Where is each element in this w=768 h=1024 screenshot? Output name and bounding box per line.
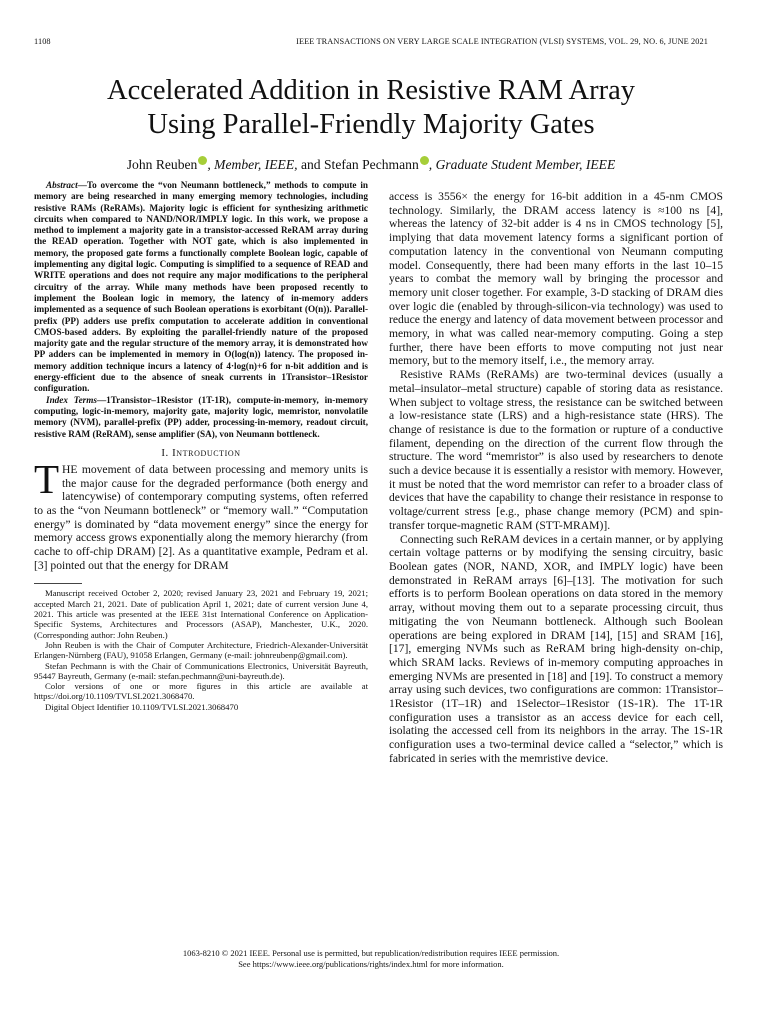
left-column: [34, 180, 368, 940]
index-terms-text: —1Transistor–1Resistor (1T-1R), compute-in-memory, in-memory computing, logic-in-memory, majority gate, majority logic, memristor, nonvolatile memory (NVM), parallel-prefix (PP) adder, processing-in-memory, readout circuit, resistive RAM (ReRAM), sense amplifier (SA), von Neumann bottleneck.: [34, 394, 368, 439]
paper-title: [34, 74, 708, 142]
body-paragraph: Connecting such ReRAM devices in a certain manner, or by applying certain voltage patterns or by modifying the sensing circuitry, basic Boolean gates (NOR, NAND, XOR, and IMPLY logic) have been demonstrated in ReRAM arrays [6]–[13]. The motivation for such efforts is to perform Boolean operations on data stored in the memory array, without moving them out to a separate processing circuit, thus mitigating the von Neumann bottleneck. Although such Boolean operations are being explored in DRAM [14], [15] and SRAM [16], [17], emerging NVMs such as ReRAM bring high-density on-chip, which SRAM lacks. Reviews of in-memory computing approaches in emerging NVMs are presented in [18] and [19]. To construct a memory array using such devices, two configurations are common: 1Transistor–1Resistor (1T–1R) and 1Selector–1Resistor (1S-1R). The 1T-1R configuration uses a transistor as an access device for each cell, isolating the accessed cell from its neighbors in the array. The 1S-1R configuration uses a two-terminal device called a “selector,” which is fabricated in series with the memristive device.: [389, 532, 723, 765]
abstract-text: —To overcome the “von Neumann bottleneck,” methods to compute in memory are being researched in many emerging memory technologies, including resistive RAMs (ReRAMs). Majority logic is efficient for synthesizing arithmetic circuits when compared to NAND/NOR/IMPLY logic. In this work, we propose a method to implement a majority gate in a transistor-accessed ReRAM array during the READ operation. Together with NOT gate, which is also implemented in memory, the proposed gate forms a functionally complete Boolean logic, capable of implementing any digital logic. Computing is simplified to a sequence of READ and WRITE operations and does not require any major modifications to the peripheral circuitry of the array. While many methods have been proposed recently to implement the Boolean logic in memory, the latency of in-memory adders implemented as a sequence of such Boolean operations is exorbitant (O(n)). Parallel-prefix (PP) adders use prefix computation to accelerate addition in conventional CMOS-based adders. By exploiting the parallel-friendly nature of the proposed majority gate and the regular structure of the memory array, it is demonstrated how PP adders can be implemented in memory in O(log(n)) latency. The proposed in-memory addition technique incurs a latency of 4·log(n)+6 for n-bit addition and is energy-efficient due to the absence of sneak currents in 1Transistor–1Resistor configuration.: [34, 180, 368, 394]
section-heading: I. Introduction: [161, 446, 241, 459]
running-header: [34, 37, 708, 47]
footnote-author-2: Stefan Pechmann is with the Chair of Communications Electronics, Universität Bayreuth, 95447 Bayreuth, Germany (e-mail: stefan.pechmann@uni-bayreuth.de).: [34, 660, 368, 681]
footnote-doi: Digital Object Identifier 10.1109/TVLSI.2021.3068470: [45, 701, 239, 712]
intro-paragraph: [34, 455, 368, 573]
copyright-footer: [34, 948, 708, 969]
orcid-icon[interactable]: [198, 156, 207, 165]
page-number: 1108: [34, 37, 51, 46]
author-name: Stefan Pechmann: [324, 157, 419, 172]
journal-name: IEEE TRANSACTIONS ON VERY LARGE SCALE INTEGRATION (VLSI) SYSTEMS, VOL. 29, NO. 6, JUNE 2021: [296, 37, 708, 46]
drop-cap: T: [34, 455, 60, 502]
title-line-2: Using Parallel-Friendly Majority Gates: [147, 109, 595, 140]
body-paragraph: access is 3556× the energy for 16-bit addition in a 45-nm CMOS technology. Similarly, the DRAM access latency is ≈100 ns [4], whereas the latency of 32-bit adder is 4 ns in CMOS technology [5], implying that data movement latency forms a significant portion of computation latency in the conventional von Neumann computing model. Consequently, there had been many efforts in the last 10–15 years to combat the memory wall by bringing the processor and memory unit closer together. For example, 3-D stacking of DRAM dies over logic die (enabled by through-silicon-via technology) was used to reduce the energy and latency of data movement between processor and memory, in what was called near-memory computing. Going a step further, there have been efforts to move computing not just near memory, but to the memory itself, i.e., the memory array.: [389, 190, 723, 368]
footnote-color: Color versions of one or more figures in this article are available at https://doi.org/10.1109/TVLSI.2021.3068470.: [34, 681, 368, 702]
title-line-1: Accelerated Addition in Resistive RAM Array: [107, 75, 635, 106]
footnote-divider: [34, 583, 82, 584]
author-list: [34, 156, 708, 174]
copyright-line: 1063-8210 © 2021 IEEE. Personal use is permitted, but republication/redistribution requires IEEE permission.: [182, 948, 560, 958]
lead-caps: HE: [62, 462, 78, 476]
body-paragraph: Resistive RAMs (ReRAMs) are two-terminal devices (usually a metal–insulator–metal structure) capable of storing data as resistance. When subject to voltage stress, the resistance can be switched between a low-resistance state (LRS) and a high-resistance state (HRS). The change of resistance is due to the formation or rupture of a conductive filament, depending on the direction of the current flow through the structure. The word “memristor” is also used by researchers to denote such a device because it is essentially a resistor with memory. However, it must be noted that the word memristor can refer to a broader class of devices that have the capability to change their resistance in response to voltage/current stress [e.g., phase change memory (PCM) and spin-transfer torque-magnetic RAM (STT-MRAM)].: [389, 368, 723, 532]
author-role: , Member, IEEE,: [207, 157, 298, 172]
author-name: John Reuben: [126, 157, 198, 172]
abstract: [34, 180, 368, 395]
rights-link[interactable]: See https://www.ieee.org/publications/rights/index.html for more information.: [238, 958, 504, 969]
index-terms-label: Index Terms: [46, 394, 97, 405]
index-terms: [34, 395, 368, 440]
right-column: [389, 190, 723, 950]
abstract-label: Abstract: [46, 180, 78, 190]
footnote-author-1: John Reuben is with the Chair of Computer Architecture, Friedrich-Alexander-Universität Erlangen-Nürnberg (FAU), 91058 Erlangen, Germany (e-mail: johnreubenp@gmail.com).: [34, 639, 368, 661]
orcid-icon[interactable]: [420, 156, 429, 165]
footnote-manuscript: Manuscript received October 2, 2020; revised January 23, 2021 and February 19, 2021; accepted March 21, 2021. Date of publication April 1, 2021; date of current version June 4, 2021. This article was presented at the IEEE 31st International Conference on Application-Specific Systems, Architectures and Processors (ASAP), Manchester, U.K., 2020. (Corresponding author: John Reuben.): [34, 588, 368, 640]
author-conjunction: and: [297, 157, 324, 172]
intro-text: movement of data between processing and memory units is the major cause for the degraded performance (both energy and latencywise) of contemporary computing systems, often referred to as the “von Neumann bottleneck” or “memory wall.” “Computation energy” is dominated by “data movement energy” since the energy for memory access grows exponentially along the memory hierarchy (from cache to off-chip DRAM) [2]. As a quantitative example, Pedram et al. [3] pointed out that the energy for DRAM: [34, 462, 368, 572]
author-role: , Graduate Student Member, IEEE: [428, 157, 616, 172]
